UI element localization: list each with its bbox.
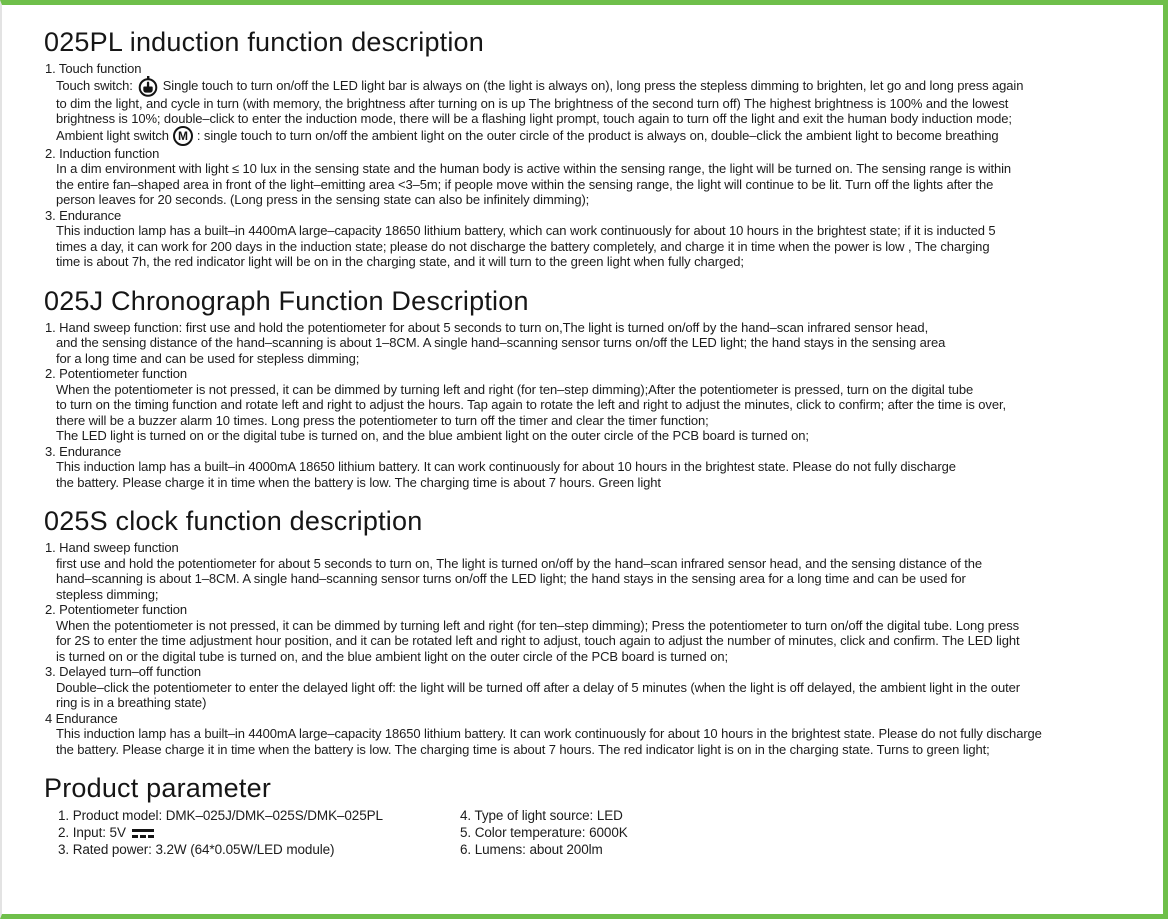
section-025pl-induction <box>44 27 1145 270</box>
delayed-turnoff-line: Double–click the potentiometer to enter the delayed light off: the light will be turned off after a delay of 5 minutes (when the light is off delayed, the ambient light in the outer <box>56 679 1021 695</box>
induction-function-label: 2. Induction function <box>45 145 160 161</box>
touch-function-line: brightness is 10%; double–click to enter the induction mode, there will be a flashing light prompt, touch again to turn off the light and exit the human body induction mode; <box>56 111 1012 126</box>
hand-sweep-line: hand–scanning is about 1–8CM. A single hand–scanning sensor turns on/off the LED light; the hand stays in the sensing area for a long time and can be used for <box>56 571 966 586</box>
parameter-input <box>58 824 446 841</box>
section-product-parameter <box>44 773 1145 858</box>
endurance-line: This induction lamp has a built–in 4400mA large–capacity 18650 lithium battery, which can work continuously for about 10 hours in the brightest state; if it is inducted 5 <box>56 223 996 238</box>
product-parameter-columns <box>44 807 1145 858</box>
delayed-turnoff-line: ring is in a breathing state) <box>56 695 207 710</box>
endurance-line: the battery. Please charge it in time when the battery is low. The charging time is about 7 hours. Green light <box>56 474 661 490</box>
endurance-label: 4 Endurance <box>45 710 118 726</box>
potentiometer-line: When the potentiometer is not pressed, it can be dimmed by turning left and right (for ten–step dimming); Press the potentiometer to turn on/off the digital tube. Long press <box>56 617 1020 633</box>
product-parameter-heading: Product parameter <box>44 773 272 803</box>
parameter-lumens: 6. Lumens: about 200lm <box>460 842 603 857</box>
section-025pl-heading: 025PL induction function description <box>44 27 484 57</box>
hand-sweep-line: first use and hold the potentiometer for about 5 seconds to turn on, The light is turned on/off by the hand–scan infrared sensor head, and the sensing distance of the <box>56 555 983 571</box>
touch-switch-line <box>44 77 1145 96</box>
endurance-label: 3. Endurance <box>45 443 122 459</box>
touch-function-line: to dim the light, and cycle in turn (with memory, the brightness after turning on is up The brightness of the second turn off) The highest brightness is 100% and the lowest <box>56 95 1009 111</box>
ambient-switch-pre-text: Ambient light switch <box>56 128 169 144</box>
section-025j-chronograph <box>44 286 1145 491</box>
parameter-column-left <box>44 807 446 858</box>
hand-sweep-line: and the sensing distance of the hand–scanning is about 1–8CM. A single hand–scanning sensor turns on/off the LED light; the hand stays in the sensing area <box>56 335 946 350</box>
dc-voltage-icon <box>132 829 154 838</box>
manual-content <box>2 5 1163 858</box>
parameter-rated-power: 3. Rated power: 3.2W (64*0.05W/LED module) <box>58 842 335 857</box>
section-025j-heading: 025J Chronograph Function Description <box>44 285 529 316</box>
potentiometer-label: 2. Potentiometer function <box>45 366 188 381</box>
endurance-label: 3. Endurance <box>45 207 122 223</box>
delayed-turnoff-label: 3. Delayed turn–off function <box>45 664 201 679</box>
parameter-column-right <box>446 807 628 858</box>
ambient-switch-post-text: : single touch to turn on/off the ambient light on the outer circle of the product is always on, double–click the ambient light to become breathing <box>196 128 999 144</box>
potentiometer-line: for 2S to enter the time adjustment hour position, and it can be rotated left and right to adjust, touch again to adjust the number of minutes, click and confirm. The LED light <box>56 633 1020 648</box>
hand-sweep-line: 1. Hand sweep function: first use and hold the potentiometer for about 5 seconds to turn on,The light is turned on/off by the hand–scan infrared sensor head, <box>45 319 929 335</box>
induction-function-line: the entire fan–shaped area in front of the light–emitting area <3–5m; if people move within the sensing range, the light will continue to be lit. Turn off the lights after the <box>56 176 994 192</box>
ambient-switch-line <box>44 127 1145 146</box>
induction-function-line: person leaves for 20 seconds. (Long press in the sensing state can also be infinitely dimming); <box>56 192 590 207</box>
potentiometer-label: 2. Potentiometer function <box>45 602 188 617</box>
potentiometer-line: The LED light is turned on or the digital tube is turned on, and the blue ambient light on the outer circle of the PCB board is turned on; <box>56 428 809 443</box>
induction-function-line: In a dim environment with light ≤ 10 lux in the sensing state and the human body is active within the sensing range, the light will be turned on. The sensing range is within <box>56 161 1012 176</box>
parameter-input-text: 2. Input: 5V <box>58 825 126 840</box>
touch-function-label: 1. Touch function <box>45 61 142 76</box>
endurance-line: the battery. Please charge it in time when the battery is low. The charging time is about 7 hours. The red indicator light is on in the charging state. Turns to green light; <box>56 741 990 757</box>
section-025s-clock <box>44 506 1145 757</box>
touch-switch-pre-text: Touch switch: <box>56 78 133 94</box>
hand-sweep-line: stepless dimming; <box>56 586 159 602</box>
parameter-product-model: 1. Product model: DMK–025J/DMK–025S/DMK–025PL <box>58 808 383 823</box>
hand-sweep-line: for a long time and can be used for stepless dimming; <box>56 350 360 366</box>
endurance-line: This induction lamp has a built–in 4400mA large–capacity 18650 lithium battery. It can work continuously for about 10 hours in the brightest state. Please do not fully discharge <box>56 726 1042 741</box>
touch-switch-post-text: Single touch to turn on/off the LED light bar is always on (the light is always on), long press the stepless dimming to brighten, let go and long press again <box>162 78 1024 94</box>
potentiometer-line: there will be a buzzer alarm 10 times. Long press the potentiometer to turn off the timer and clear the timer function; <box>56 412 709 428</box>
parameter-color-temperature: 5. Color temperature: 6000K <box>460 825 628 840</box>
hand-sweep-label: 1. Hand sweep function <box>45 540 179 555</box>
parameter-light-source: 4. Type of light source: LED <box>460 808 623 823</box>
endurance-line: time is about 7h, the red indicator light will be on in the charging state, and it will turn to the green light when fully charged; <box>56 254 744 269</box>
potentiometer-line: When the potentiometer is not pressed, it can be dimmed by turning left and right (for ten–step dimming);After the potentiometer is pressed, turn on the digital tube <box>56 381 974 397</box>
section-025s-heading: 025S clock function description <box>44 506 423 536</box>
potentiometer-line: is turned on or the digital tube is turned on, and the blue ambient light on the outer circle of the PCB board is turned on; <box>56 648 728 664</box>
potentiometer-line: to turn on the timing function and rotate left and right to adjust the hours. Tap again to rotate the left and right to adjust the minutes, click to confirm; after the time is over, <box>56 397 1006 412</box>
ambient-light-switch-icon: M <box>173 126 193 146</box>
touch-switch-icon <box>137 76 159 97</box>
endurance-line: times a day, it can work for 200 days in the induction state; please do not discharge the battery completely, and charge it in time when the power is low , The charging <box>56 238 990 254</box>
endurance-line: This induction lamp has a built–in 4000mA 18650 lithium battery. It can work continuously for about 10 hours in the brightest state. Please do not fully discharge <box>56 459 956 474</box>
